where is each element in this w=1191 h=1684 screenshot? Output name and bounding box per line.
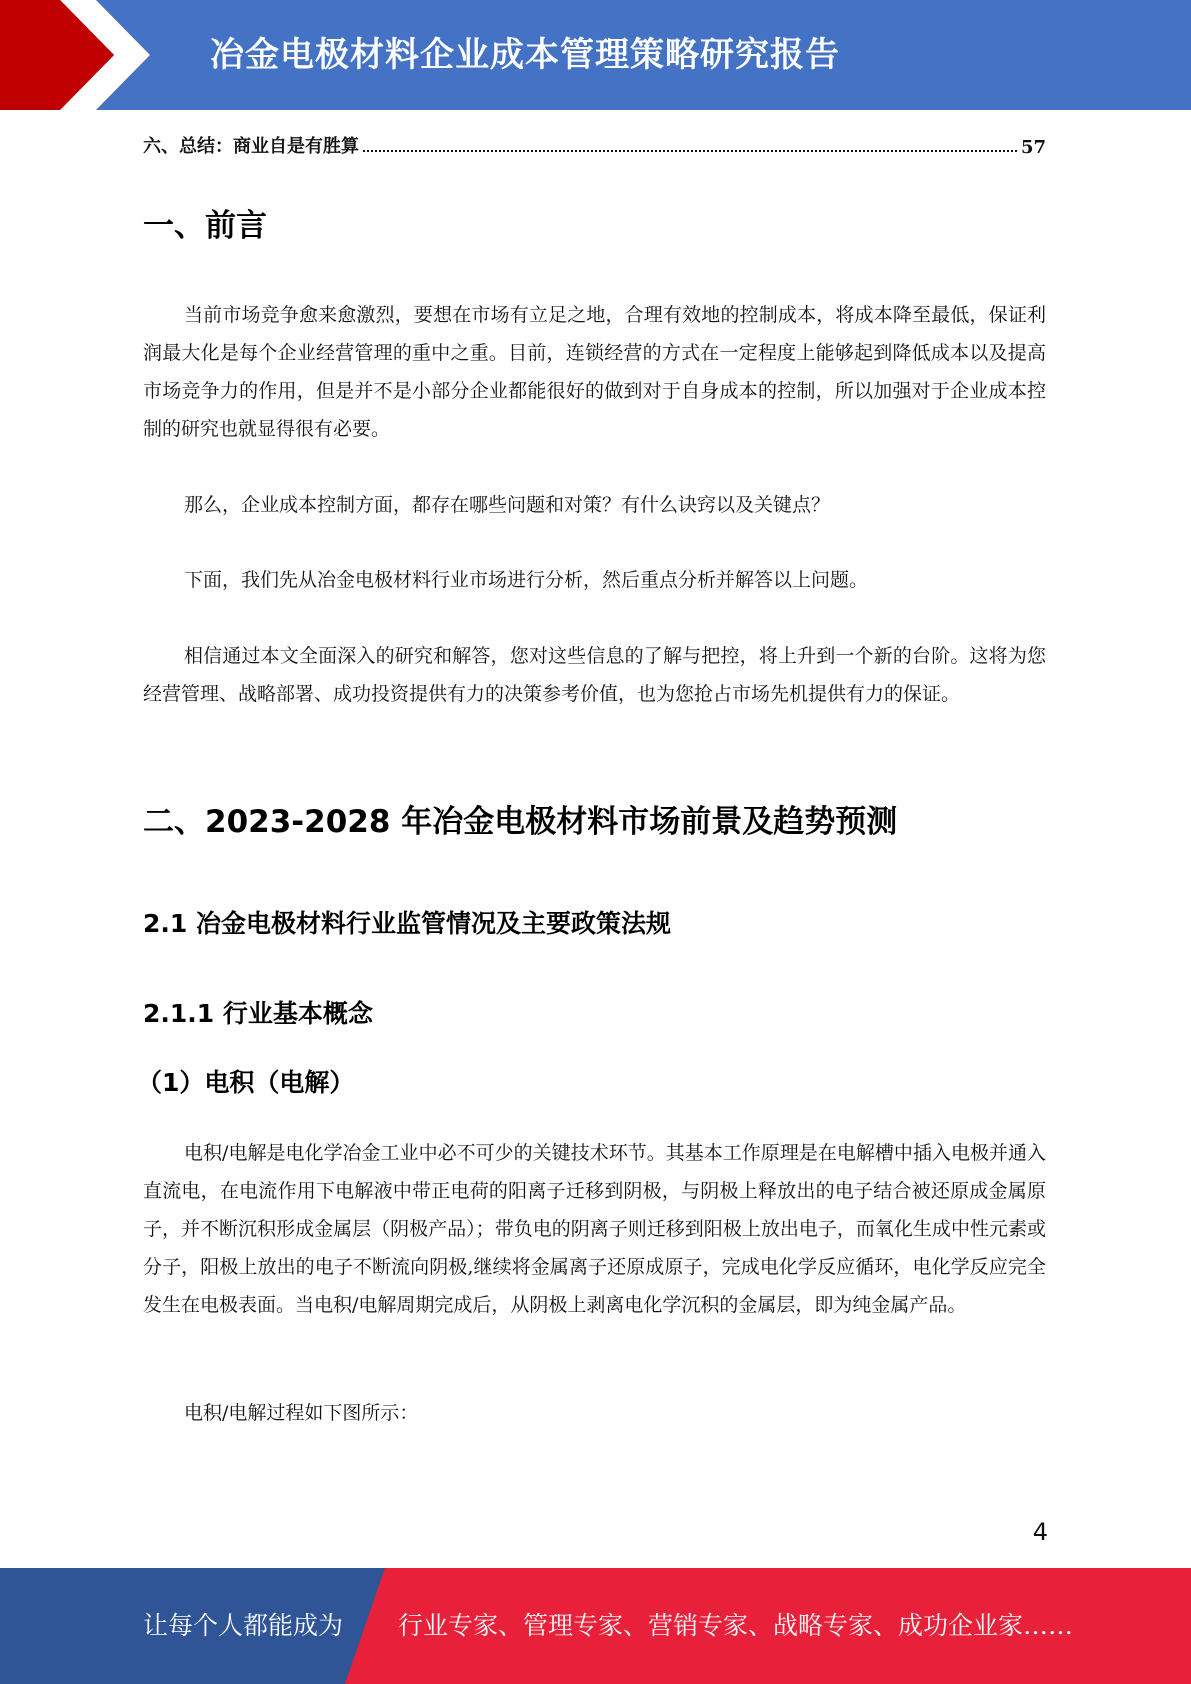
section-heading-preface: 一、前言 [143,208,267,244]
paragraph: 电积/电解过程如下图所示： [184,1402,419,1424]
subsection-heading: 2.1.1 行业基本概念 [143,999,373,1028]
page-footer [0,1568,1191,1684]
toc-entry-page: 57 [1020,137,1046,158]
paragraph: 电积/电解是电化学冶金工业中必不可少的关键技术环节。其基本工作原理是在电解槽中插入电极并通入直流电，在电流作用下电解液中带正电荷的阳离子迁移到阴极，与阴极上释放出的电子结合被还原成金属原子，并不断沉积形成金属层（阴极产品）；带负电的阴离子则迁移到阳极上放出电子，而氧化生成中性元素或分子，阳极上放出的电子不断流向阴极,继续将金属离子还原成原子，完成电化学反应循环，电化学反应完全发生在电极表面。当电积/电解周期完成后，从阴极上剥离电化学沉积的金属层，即为纯金属产品。 [143,1142,1046,1316]
paragraph: 下面，我们先从冶金电极材料行业市场进行分析，然后重点分析并解答以上问题。 [184,569,869,591]
toc-entry-label: 六、总结：商业自是有胜算 [143,136,359,157]
report-title: 冶金电极材料企业成本管理策略研究报告 [210,35,840,75]
page-header [0,0,1191,110]
page-number: 4 [1032,1518,1048,1546]
paragraph: 相信通过本文全面深入的研究和解答，您对这些信息的了解与把控，将上升到一个新的台阶。这将为您经营管理、战略部署、成功投资提供有力的决策参考价值，也为您抢占市场先机提供有力的保证。 [143,645,1046,705]
footer-slogan-right: 行业专家、管理专家、营销专家、战略专家、成功企业家…… [398,1611,1074,1640]
paragraph: 当前市场竞争愈来愈激烈，要想在市场有立足之地，合理有效地的控制成本，将成本降至最低，保证利润最大化是每个企业经营管理的重中之重。目前，连锁经营的方式在一定程度上能够起到降低成本以及提高市场竞争力的作用，但是并不是小部分企业都能很好的做到对于自身成本的控制，所以加强对于企业成本控制的研究也就显得很有必要。 [143,304,1046,440]
toc-leader-dots [363,150,1017,152]
section-heading-market: 二、2023-2028 年冶金电极材料市场前景及趋势预测 [143,804,898,840]
subsection-heading: （1）电积（电解） [137,1068,355,1097]
paragraph: 那么，企业成本控制方面，都存在哪些问题和对策？有什么诀窍以及关键点？ [184,494,831,516]
toc-entry[interactable] [143,130,1046,158]
footer-slogan-left: 让每个人都能成为 [143,1611,344,1640]
subsection-heading: 2.1 冶金电极材料行业监管情况及主要政策法规 [143,909,671,938]
